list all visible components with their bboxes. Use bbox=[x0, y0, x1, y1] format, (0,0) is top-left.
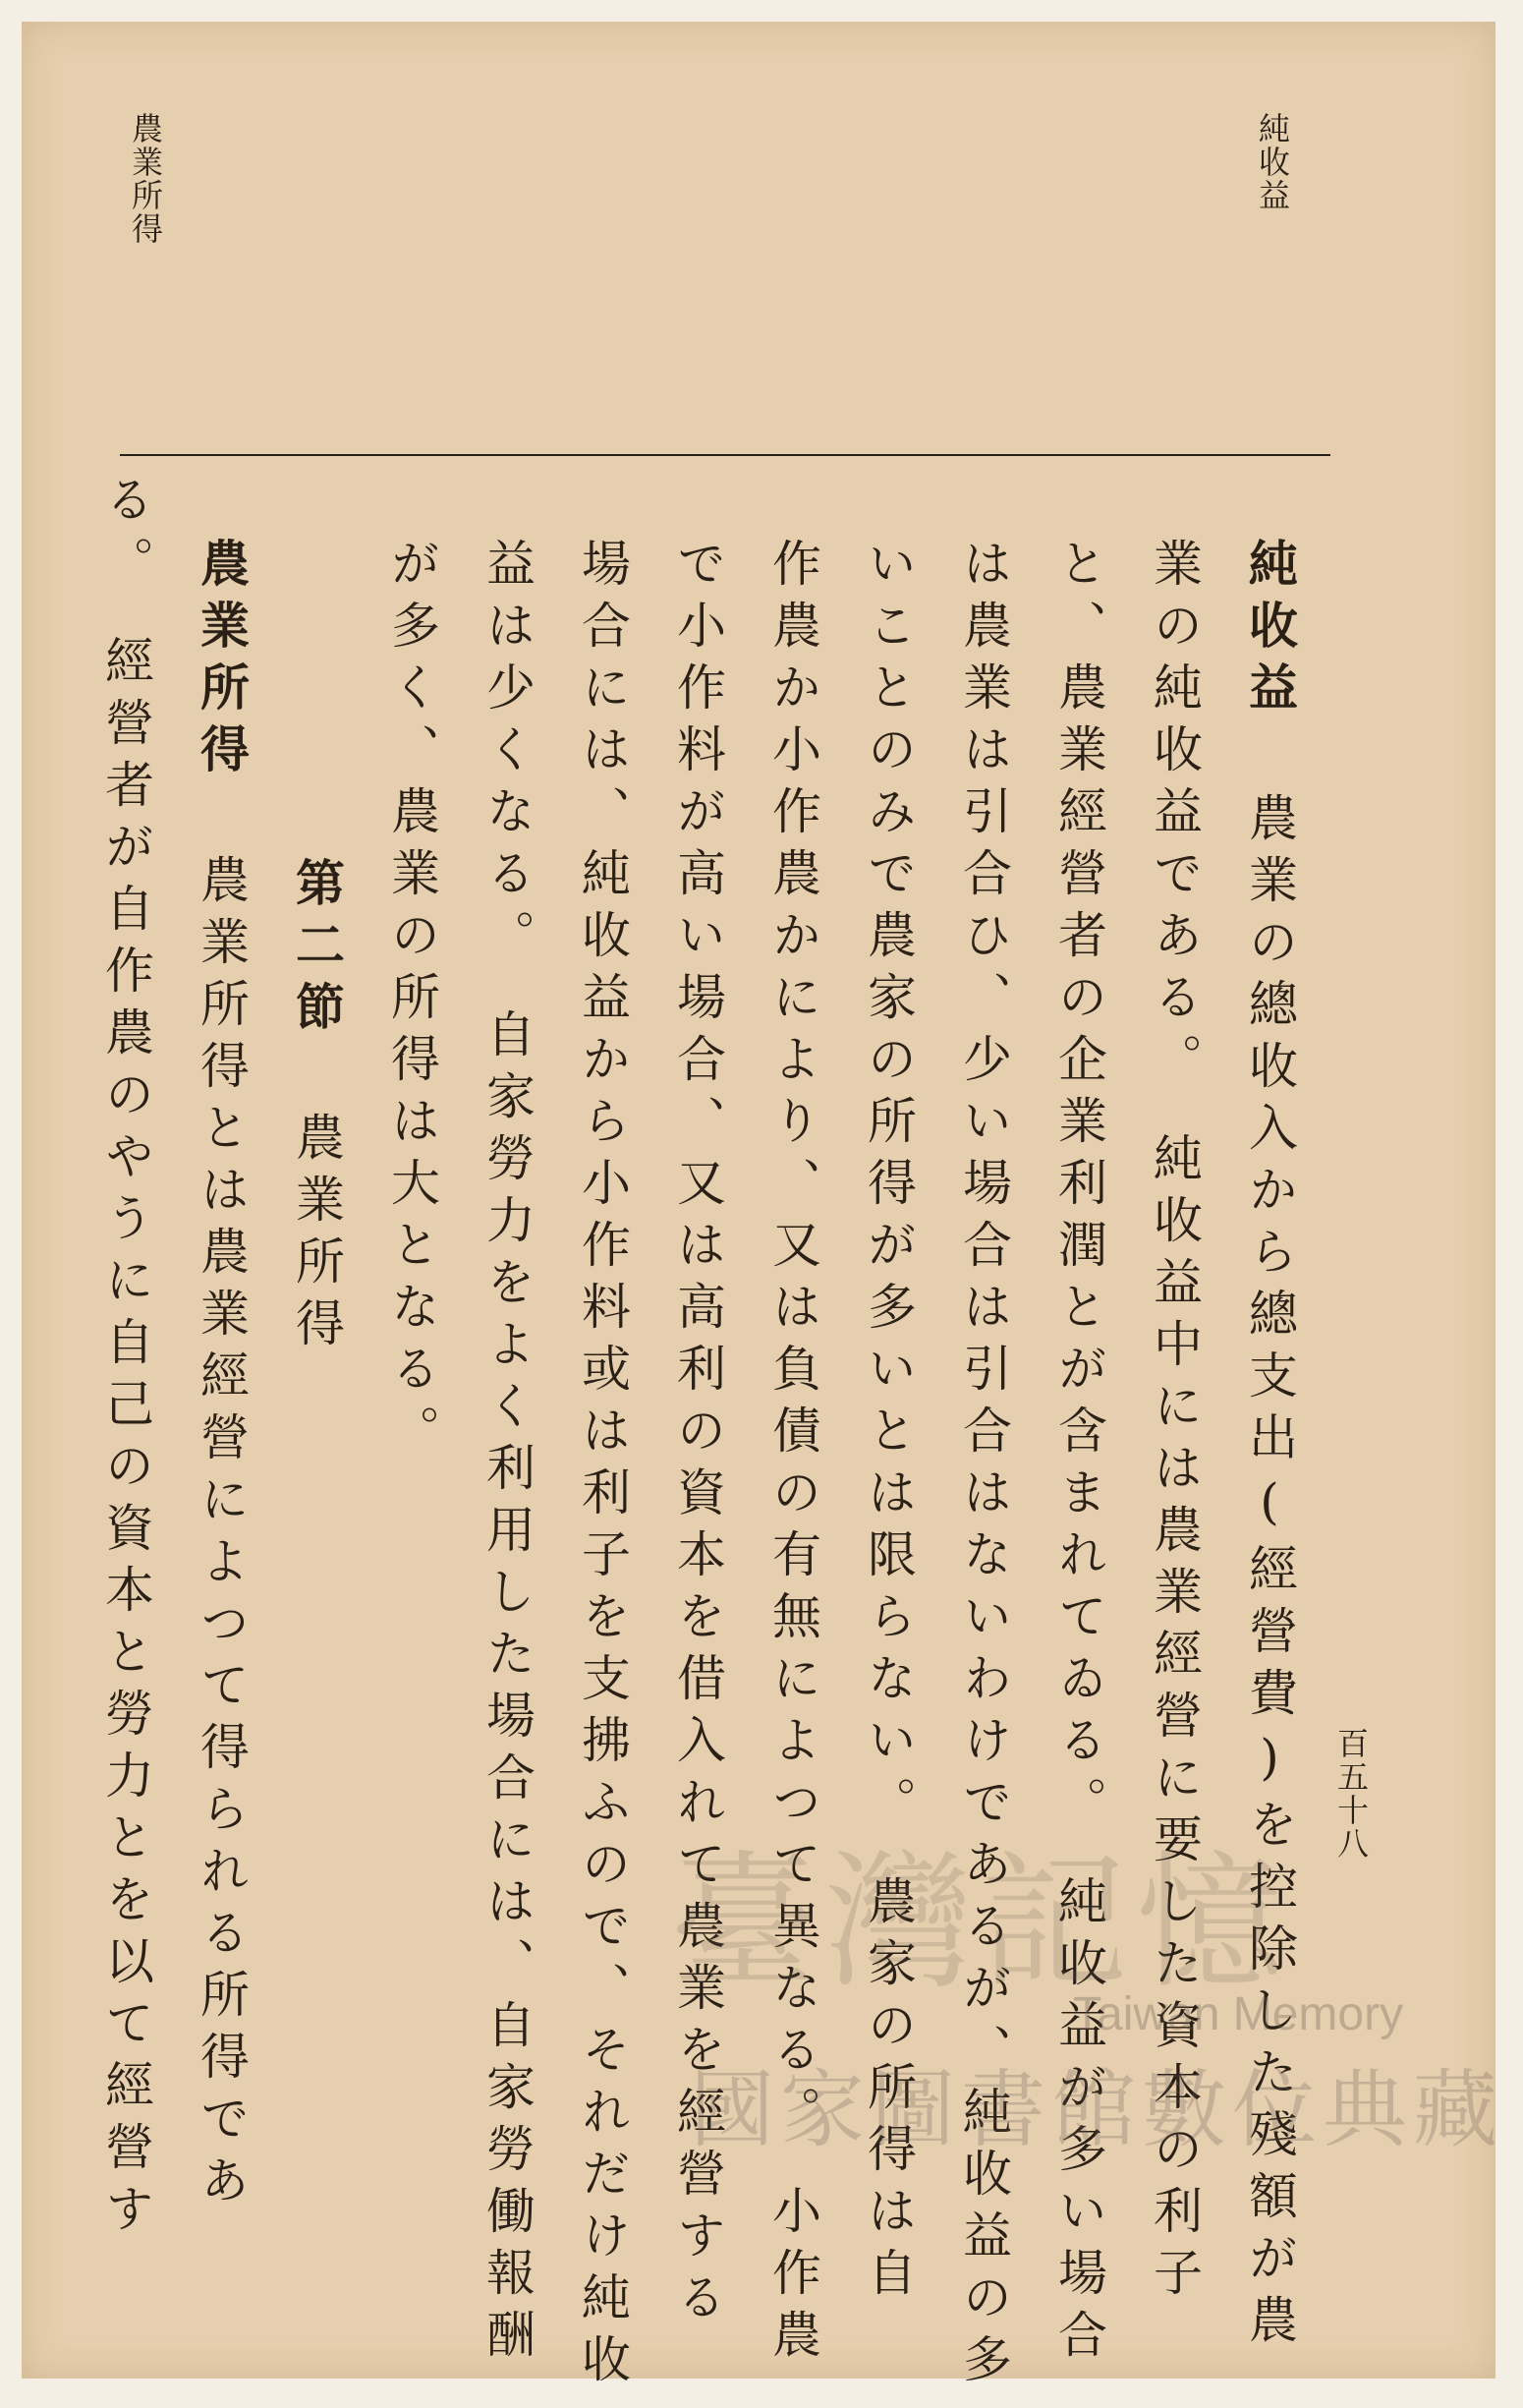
text-column-11 bbox=[289, 857, 344, 1359]
section-heading-chapter: 第二節 bbox=[288, 857, 346, 1043]
text-column-7 bbox=[670, 538, 725, 2333]
text-column-9 bbox=[479, 538, 535, 2371]
column-text: いことのみで農家の所得が多いとは限らない。 農家の所得は自 bbox=[860, 538, 917, 2309]
column-text: 農業の總收入から總支出(經營費)を控除した殘額が農 bbox=[1241, 792, 1298, 2356]
text-column-13 bbox=[98, 474, 153, 2245]
column-text: 農業所得とは農業經營によつて得られる所得であ bbox=[193, 854, 250, 2216]
text-column-2 bbox=[1147, 538, 1202, 2309]
text-column-10 bbox=[384, 538, 439, 1466]
watermark-subtitle: 國家圖書館數位典藏 bbox=[690, 2061, 1503, 2159]
page-number: 百五十八 bbox=[1332, 1727, 1370, 1861]
section-heading-net-income: 純收益 bbox=[1241, 538, 1299, 723]
column-text: 農業所得 bbox=[288, 1112, 345, 1359]
column-text: 場合には、純收益から小作料或は利子を支拂ふので、それだけ純收 bbox=[574, 538, 631, 2395]
text-column-8 bbox=[575, 538, 630, 2395]
section-heading-farm-income: 農業所得 bbox=[193, 538, 251, 785]
watermark-chinese: 臺灣記憶 bbox=[670, 1838, 1292, 2009]
column-text: が多く、農業の所得は大となる。 bbox=[383, 538, 440, 1466]
text-column-3 bbox=[1051, 538, 1106, 2371]
book-page bbox=[22, 22, 1503, 2395]
column-text: る。 經營者が自作農のやうに自己の資本と勞力とを以て經營す bbox=[97, 474, 154, 2245]
column-text: 作農か小作農かにより、又は負債の有無によつて異なる。 小作農 bbox=[764, 538, 821, 2371]
margin-note-right: 純收益 bbox=[1254, 112, 1291, 212]
column-text: は農業は引合ひ、少い場合は引合はないわけであるが、純收益の多 bbox=[955, 538, 1012, 2395]
text-column-5 bbox=[861, 538, 916, 2309]
margin-note-left: 農業所得 bbox=[127, 112, 164, 246]
column-text: 業の純收益である。 純收益中には農業經營に要した資本の利子 bbox=[1146, 538, 1203, 2309]
header-rule bbox=[120, 454, 1330, 456]
text-column-4 bbox=[956, 538, 1011, 2395]
column-text: 益は少くなる。 自家勞力をよく利用した場合には、自家勞働報酬 bbox=[479, 538, 536, 2371]
text-column-6 bbox=[765, 538, 820, 2371]
text-column-12 bbox=[194, 538, 249, 2216]
watermark-english: Taiwan Memory bbox=[1073, 1988, 1404, 2040]
column-text: で小作料が高い場合、又は高利の資本を借入れて農業を經營する bbox=[669, 538, 726, 2333]
text-column-1 bbox=[1242, 538, 1297, 2356]
column-text: と、農業經營者の企業利潤とが含まれてゐる。 純收益が多い場合 bbox=[1050, 538, 1107, 2371]
